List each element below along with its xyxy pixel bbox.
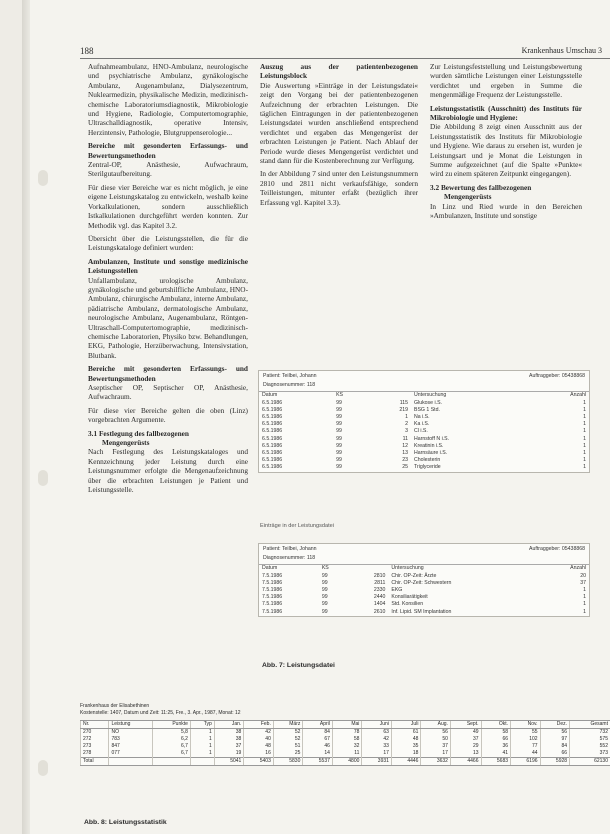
auftraggeber: Auftraggeber: 05438868 <box>529 373 585 379</box>
table-cell: Inf. Lipid. SM Implantation <box>391 608 452 615</box>
paragraph: Die Auswertung »Einträge in der Leistungsdatei« zeigt den Vorgang bei der patientenbezogenen Aufzeichnung der erbrachten Leistungen. Die täglichen Eintragungen in der patientenbezogenen Leistungsdatei wurden anschließend entsprechend verdichtet und ergaben das Mengengerüst der erbrachten Leistungen je Patient. Nach Ablauf der Periode wurde dieses Mengengerüst verdichtet und stand dann für die Kostenberechnung zur Verfügung. <box>260 80 418 166</box>
table-row <box>259 457 589 464</box>
table-cell: 19 <box>214 750 244 758</box>
table-cell: 49 <box>450 729 481 737</box>
table-header-row <box>81 721 610 729</box>
table-cell: 25 <box>402 464 408 471</box>
column-header: Juni <box>362 721 392 729</box>
table-cell: 115 <box>399 399 408 406</box>
table-row <box>81 743 610 750</box>
table-cell: 6,2 <box>153 736 191 743</box>
table-cell: 6.5.1986 <box>262 428 283 435</box>
auftraggeber: Auftraggeber: 05438868 <box>529 546 585 552</box>
section-heading: Mengengerüsts <box>444 192 492 202</box>
diagnosis-number: Diagnosenummer: 118 <box>263 382 316 389</box>
table-cell: 50 <box>421 736 451 743</box>
column-header: Leistung <box>109 721 153 729</box>
table-cell: 84 <box>540 743 570 750</box>
table-cell: 48 <box>244 743 274 750</box>
table-cell: 99 <box>336 464 342 471</box>
table-cell: 6.5.1986 <box>262 450 283 457</box>
table-cell: 1 <box>583 464 586 471</box>
table-cell: 11 <box>332 750 362 758</box>
figure-caption-7: Abb. 7: Leistungsdatei <box>262 662 335 669</box>
column-header <box>370 392 411 399</box>
total-cell: 5830 <box>273 758 303 766</box>
table-cell: 99 <box>336 399 342 406</box>
table-cell: 2 <box>405 421 408 428</box>
text-column-left <box>88 62 248 498</box>
column-header: Typ <box>190 721 214 729</box>
binding-hole <box>38 470 48 486</box>
table-cell: 32 <box>332 743 362 750</box>
table-cell: 6.5.1986 <box>262 421 283 428</box>
table-cell: 7.5.1986 <box>262 608 283 615</box>
section-heading: Ambulanzen, Institute und sonstige medizinische Leistungsstellen <box>88 256 248 276</box>
table-cell: 1 <box>190 743 214 750</box>
statistics-grid <box>80 720 610 766</box>
paragraph: Unfallambulanz, urologische Ambulanz, gynäkologische und geburtshilfliche Ambulanz, HNO-Ambulanz, chirurgische Ambulanz, interne Ambulanz, pädiatrische Ambulanz, dermatologische Ambulanz, neurologische Ambulanz, Augenambulanz, Röntgen-Ultraschall-Computertomographie, medizinisch-chemische Laboratorien, Physiko bzw. Behandlungen, EKG, Pathologie, Herzüberwachung, Intensivstation, Blutbank. <box>88 275 248 360</box>
table-cell: 99 <box>321 601 328 608</box>
table-row <box>259 414 589 421</box>
column-header: Datum <box>262 392 278 399</box>
table-cell: 077 <box>109 750 153 758</box>
table-cell: 2330 <box>373 587 386 594</box>
table-header-row <box>259 565 589 572</box>
table-cell: 1 <box>583 587 586 594</box>
column-header: Anzahl <box>570 392 586 399</box>
table-cell: 99 <box>336 406 342 413</box>
table-cell: 278 <box>81 750 109 758</box>
binding-hole <box>38 760 48 776</box>
total-cell: 5041 <box>214 758 244 766</box>
total-cell: 4446 <box>391 758 421 766</box>
table-cell: 40 <box>244 736 274 743</box>
table-cell: 99 <box>336 428 342 435</box>
patient-name: Patient: Teilbei, Johann <box>263 546 317 552</box>
table-cell: 7.5.1986 <box>262 601 283 608</box>
table-cell: 99 <box>321 579 328 586</box>
table-cell: 29 <box>450 743 481 750</box>
table-cell: Konsiliarätigkeit <box>391 594 428 601</box>
total-cell: 4466 <box>450 758 481 766</box>
column-header: KS <box>321 565 329 572</box>
table-cell: 2610 <box>373 608 386 615</box>
column-header: März <box>273 721 303 729</box>
table-cell: 99 <box>336 442 342 449</box>
table-cell: Chir. OP-Zeit: Ärzte <box>391 572 437 579</box>
table-cell: 63 <box>362 729 392 737</box>
table-cell: 273 <box>81 743 109 750</box>
column-header: Anzahl <box>570 565 586 572</box>
table-row <box>81 750 610 758</box>
table-row <box>259 587 589 594</box>
table-cell: 66 <box>481 736 511 743</box>
table-cell: 1 <box>190 750 214 758</box>
table-cell: 66 <box>540 750 570 758</box>
table-cell: 1 <box>583 450 586 457</box>
table-cell: 1 <box>583 414 586 421</box>
total-cell: 4800 <box>332 758 362 766</box>
table-cell: Triglyceride <box>414 464 441 471</box>
table-cell: 42 <box>362 736 392 743</box>
table-cell: EKG <box>391 587 403 594</box>
column-header: Datum <box>262 565 278 572</box>
table-cell: BSG 1 Std. <box>414 406 440 413</box>
table-cell: 52 <box>273 736 303 743</box>
table-row <box>259 609 589 616</box>
table-cell: 12 <box>402 442 408 449</box>
table-cell: Ka i.S. <box>414 421 430 428</box>
table-cell: 847 <box>109 743 153 750</box>
section-heading: Bereiche mit gesonderten Erfassungs- und Bewertungsmethoden <box>88 364 248 383</box>
table-cell: Std. Konsilien <box>391 601 424 608</box>
table-cell: 1404 <box>373 601 386 608</box>
column-header: Nr. <box>81 721 109 729</box>
table-cell: 99 <box>336 457 342 464</box>
paragraph: Zentral-OP, Anästhesie, Aufwachraum, Sterilgutaufbereitung. <box>88 160 248 179</box>
table-row <box>259 464 589 471</box>
table-cell: 1 <box>583 428 586 435</box>
total-cell: 62130 <box>570 758 610 766</box>
table-row <box>259 400 589 407</box>
page-number: 188 <box>80 46 94 56</box>
table-cell: 99 <box>336 435 342 442</box>
table-cell: 99 <box>321 608 328 615</box>
patient-services-grid <box>259 392 589 471</box>
table-cell: 6,7 <box>153 750 191 758</box>
table-cell: Chir. OP-Zeit: Schwestern <box>391 579 452 586</box>
paragraph: Für diese vier Bereiche gelten die oben (Linz) vorgebrachten Argumente. <box>88 405 248 425</box>
table-cell: 1 <box>190 729 214 737</box>
table-cell: 6.5.1986 <box>262 406 283 413</box>
service-statistics <box>80 703 610 766</box>
table-row <box>259 450 589 457</box>
paragraph: In der Abbildung 7 sind unter den Leistungsnummern 2810 und 2811 nicht verkaufsfähige, sondern Teilleistungen, mitunter erfaßt (bezüglich ihrer Erfassung vgl. Kapitel 3.3). <box>260 169 418 207</box>
table-cell: 575 <box>570 736 610 743</box>
column-header <box>348 565 388 572</box>
column-header: Untersuchung <box>414 392 447 399</box>
table-cell: Cl i.S. <box>414 428 428 435</box>
table-cell: 99 <box>336 421 342 428</box>
table-row <box>259 573 589 580</box>
paragraph: Zur Leistungsfeststellung und Leistungsbewertung wurden sämtliche Leistungen einer Leistungsstelle verdichtet und ergeben in Summe die mengenmäßige Frequenz der Leistungsstelle. <box>430 62 582 100</box>
table-cell: 102 <box>511 736 541 743</box>
table-label: Einträge in der Leistungsdatei <box>260 523 335 529</box>
table-cell: 13 <box>450 750 481 758</box>
table-cell: 55 <box>511 729 541 737</box>
column-header: Okt. <box>481 721 511 729</box>
table-cell: 7.5.1986 <box>262 572 283 579</box>
table-cell: 44 <box>511 750 541 758</box>
table-row <box>81 729 610 737</box>
column-header: Feb. <box>244 721 274 729</box>
table-cell: 36 <box>481 743 511 750</box>
table-cell: 99 <box>336 414 342 421</box>
stats-subtitle: Kostenstelle: 1407, Datum und Zeit: 11:25, Fre., 3. Apr., 1987, Monat: 12 <box>80 710 241 716</box>
table-cell: Kreatinin i.S. <box>414 442 444 449</box>
table-cell: 37 <box>214 743 244 750</box>
column-header: Gesamt <box>570 721 610 729</box>
column-header: Jan. <box>214 721 244 729</box>
column-header: Aug. <box>421 721 451 729</box>
table-cell: 58 <box>481 729 511 737</box>
table-cell: 56 <box>421 729 451 737</box>
column-header: KS <box>336 392 343 399</box>
table-cell: 46 <box>303 743 333 750</box>
table-cell: 14 <box>303 750 333 758</box>
total-cell: 5403 <box>244 758 274 766</box>
table-cell: 552 <box>570 743 610 750</box>
table-cell: 37 <box>580 579 586 586</box>
table-cell: 23 <box>402 457 408 464</box>
figure-caption-8: Abb. 8: Leistungsstatistik <box>84 819 167 826</box>
table-cell: Harnstoff N i.S. <box>414 435 450 442</box>
stats-title: Frankenhaus der Elisabethinen <box>80 703 150 709</box>
table-cell: 219 <box>399 406 408 413</box>
table-cell: 1 <box>583 421 586 428</box>
table-cell: 2440 <box>373 594 386 601</box>
section-heading: Bereiche mit gesonderten Erfassungs- und Bewertungsmethoden <box>88 141 248 160</box>
table-cell: 6,7 <box>153 743 191 750</box>
table-cell: Glukose i.S. <box>414 399 442 406</box>
table-cell: Harnsäure i.S. <box>414 450 448 457</box>
table-cell: 52 <box>273 729 303 737</box>
table-cell: 11 <box>402 435 408 442</box>
table-cell: 6.5.1986 <box>262 399 283 406</box>
table-cell: 58 <box>332 736 362 743</box>
table-cell: 20 <box>580 572 586 579</box>
section-heading: Mengengerüsts <box>102 438 150 448</box>
table-cell: 37 <box>450 736 481 743</box>
table-cell: 42 <box>244 729 274 737</box>
table-cell: 1 <box>583 457 586 464</box>
table-cell: Cholesterin <box>414 457 441 464</box>
table-cell: 1 <box>583 399 586 406</box>
paragraph: Nach Festlegung des Leistungskataloges und Kennzeichnung jeder Leistung durch eine Leistungsnummer erfolgte die Mengenaufzeichnung über die erbrachten Leistungen je Patient und Leistungsstelle. <box>88 447 248 495</box>
section-heading: Leistungsstatistik (Ausschnitt) des Instituts für Mikrobiologie und Hygiene: <box>430 103 582 123</box>
data-entries-table <box>258 543 590 617</box>
table-cell: 7.5.1986 <box>262 594 283 601</box>
column-header: Sept. <box>450 721 481 729</box>
table-cell: Na i.S. <box>414 414 430 421</box>
table-cell: 2811 <box>374 579 386 586</box>
table-cell: 17 <box>362 750 392 758</box>
table-cell: 1 <box>583 442 586 449</box>
total-cell: 5683 <box>481 758 511 766</box>
table-cell: 1 <box>190 736 214 743</box>
text-column-right <box>430 62 582 225</box>
table-cell: 48 <box>391 736 421 743</box>
table-cell: 77 <box>511 743 541 750</box>
data-entries-grid <box>259 565 589 615</box>
column-header: Mai <box>332 721 362 729</box>
column-header: Nov. <box>511 721 541 729</box>
table-row <box>259 594 589 601</box>
column-header: Juli <box>391 721 421 729</box>
table-cell: NO <box>109 729 153 737</box>
paragraph: Aseptischer OP, Septischer OP, Anästhesie, Aufwachraum. <box>88 383 248 402</box>
running-title: Krankenhaus Umschau 3 <box>521 46 602 55</box>
total-cell: 6196 <box>511 758 541 766</box>
table-cell: 1 <box>405 414 408 421</box>
patient-services-table <box>258 370 590 473</box>
table-row <box>259 436 589 443</box>
table-cell: 99 <box>336 450 342 457</box>
total-cell: 5537 <box>303 758 333 766</box>
total-row <box>81 758 610 766</box>
table-cell: 272 <box>81 736 109 743</box>
table-cell: 67 <box>303 736 333 743</box>
column-header: Dez. <box>540 721 570 729</box>
table-cell: 3 <box>405 428 408 435</box>
paragraph: Aufnahmeambulanz, HNO-Ambulanz, neurologische und psychiatrische Ambulanz, gynäkologische Ambulanz, Augenambulanz, Dialysezentrum, Nuklearmedizin, physikalische Medizin, medizinisch-chemische Laboratoriumsdiagnostik, Mikrobiologie und Hygiene, Radiologie, Computertomographie, Ultraschalldiagnostik, operative Intensiv, Herzintensiv, Pathologie, Blutgruppenserologie... <box>88 62 248 137</box>
total-cell <box>190 758 214 766</box>
table-cell: 33 <box>362 743 392 750</box>
table-cell: 99 <box>321 594 328 601</box>
text-column-middle <box>260 62 418 211</box>
table-row <box>81 736 610 743</box>
table-cell: 17 <box>421 750 451 758</box>
table-row <box>259 428 589 435</box>
table-row <box>259 421 589 428</box>
table-cell: 1 <box>583 608 586 615</box>
table-cell: 1 <box>583 435 586 442</box>
patient-name: Patient: Teilbei, Johann <box>263 373 317 379</box>
table-cell: 1 <box>583 594 586 601</box>
table-cell: 7.5.1986 <box>262 587 283 594</box>
table-cell: 97 <box>540 736 570 743</box>
table-header-row <box>259 392 589 399</box>
total-cell: Total <box>81 758 109 766</box>
table-row <box>259 443 589 450</box>
table-cell: 1 <box>583 601 586 608</box>
table-cell: 25 <box>273 750 303 758</box>
paragraph: Für diese vier Bereiche war es nicht möglich, je eine eigene Leistungskatalog zu entwickeln, weshalb keine Vorkalkulationen, sondern ausschließlich Istkalkulationen durchgeführt werden konnten. Zur Methodik vgl. das Kapitel 3.2. <box>88 182 248 230</box>
table-cell: 7.5.1986 <box>262 579 283 586</box>
paragraph: In Linz und Ried wurde in den Bereichen »Ambulanzen, Institute und sonstige <box>430 201 582 221</box>
table-cell: 1 <box>583 406 586 413</box>
table-cell: 270 <box>81 729 109 737</box>
table-cell: 56 <box>540 729 570 737</box>
table-cell: 61 <box>391 729 421 737</box>
table-cell: 6.5.1986 <box>262 464 283 471</box>
header-rule <box>80 58 610 59</box>
table-cell: 5,8 <box>153 729 191 737</box>
section-heading: 3.2 Bewertung des fallbezogenen <box>430 182 532 192</box>
table-cell: 35 <box>391 743 421 750</box>
table-cell: 78 <box>332 729 362 737</box>
table-cell: 99 <box>321 572 328 579</box>
table-row <box>259 580 589 587</box>
table-cell: 38 <box>214 729 244 737</box>
diagnosis-number: Diagnosenummer: 118 <box>263 555 316 562</box>
section-heading: 3.1 Festlegung des fallbezogenen <box>88 428 189 438</box>
table-row <box>259 601 589 608</box>
table-cell: 6.5.1986 <box>262 442 283 449</box>
table-cell: 16 <box>244 750 274 758</box>
table-cell: 37 <box>421 743 451 750</box>
total-cell: 3632 <box>421 758 451 766</box>
table-cell: 38 <box>214 736 244 743</box>
table-cell: 51 <box>273 743 303 750</box>
column-header: Punkte <box>153 721 191 729</box>
table-cell: 41 <box>481 750 511 758</box>
table-cell: 18 <box>391 750 421 758</box>
paragraph: Die Abbildung 8 zeigt einen Ausschnitt aus der Leistungsstatistik des Instituts für Mikrobiologie und Hygiene. Wie daraus zu ersehen ist, wurden je Leistungsart und je Monat die Leistungen in Summe aufgezeichnet (auf die Spalte »Punkte« wird zu einem späteren Zeitpunkt eingegangen). <box>430 122 582 179</box>
table-row <box>259 407 589 414</box>
table-cell: 732 <box>570 729 610 737</box>
paragraph: Übersicht über die Leistungsstellen, die für die Leistungskataloge definiert wurden: <box>88 233 248 253</box>
table-cell: 783 <box>109 736 153 743</box>
table-cell: 373 <box>570 750 610 758</box>
table-cell: 2810 <box>373 572 386 579</box>
table-cell: 84 <box>303 729 333 737</box>
total-cell: 3931 <box>362 758 392 766</box>
total-cell <box>109 758 153 766</box>
table-cell: 99 <box>321 587 328 594</box>
table-cell: 13 <box>402 450 408 457</box>
column-header: April <box>303 721 333 729</box>
column-header: Untersuchung <box>391 565 424 572</box>
table-cell: 6.5.1986 <box>262 435 283 442</box>
binding-hole <box>38 170 48 186</box>
total-cell: 5928 <box>540 758 570 766</box>
table-cell: 6.5.1986 <box>262 457 283 464</box>
total-cell <box>153 758 191 766</box>
section-heading: Auszug aus der patientenbezogenen Leistungsblock <box>260 62 418 81</box>
table-cell: 6.5.1986 <box>262 414 283 421</box>
